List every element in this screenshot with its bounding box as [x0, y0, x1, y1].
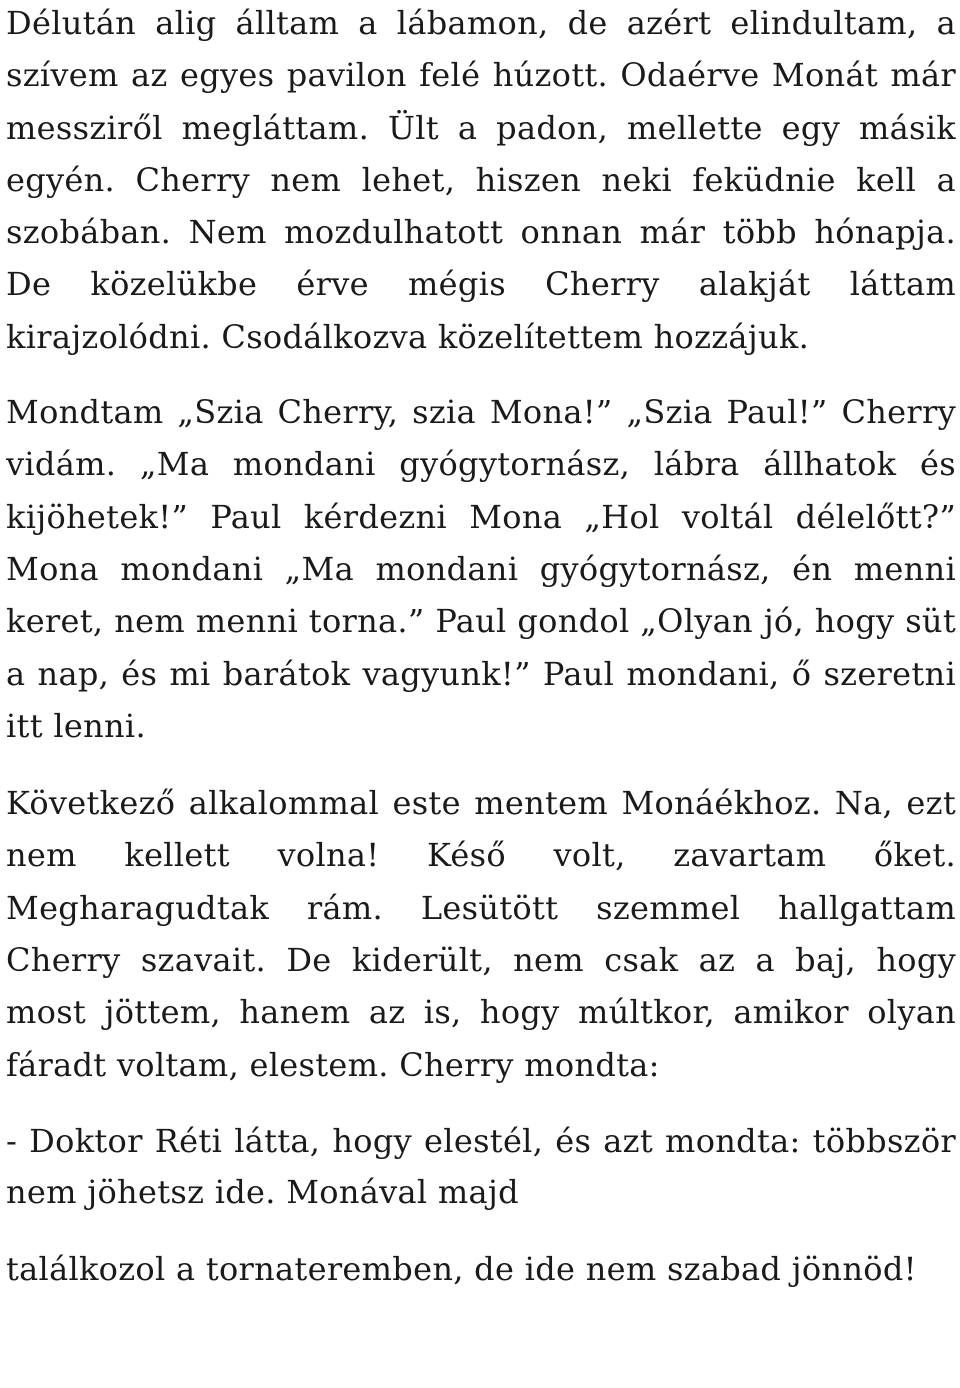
paragraph-1: Délután alig álltam a lábamon, de azért elindultam, a szívem az egyes pavilon felé húzott. Odaérve Monát már messziről megláttam. Ült a padon, mellette egy másik egyén. Cherry nem lehet, hiszen neki feküdnie kell a szobában. Nem mozdulhatott onnan már több hónapja. De közelükbe érve mégis Cherry alakját láttam kirajzolódni. Csodálkozva közelítettem hozzájuk.: [6, 4, 956, 356]
document-page: [6, 0, 956, 1295]
paragraph-3: Következő alkalommal este mentem Monáékhoz. Na, ezt nem kellett volna! Késő volt, zavartam őket. Megharagudtak rám. Lesütött szemmel hallgattam Cherry szavait. De kiderült, nem csak az a baj, hogy most jöttem, hanem az is, hogy múltkor, amikor olyan fáradt voltam, elestem. Cherry mondta:: [6, 784, 956, 1084]
paragraph-5: találkozol a tornateremben, de ide nem szabad jönnöd!: [6, 1249, 917, 1288]
paragraph-4: - Doktor Réti látta, hogy elestél, és azt mondta: többször nem jöhetsz ide. Monával majd: [6, 1121, 956, 1211]
paragraph-2: Mondtam „Szia Cherry, szia Mona!” „Szia Paul!” Cherry vidám. „Ma mondani gyógytornász, lábra állhatok és kijöhetek!” Paul kérdezni Mona „Hol voltál délelőtt?” Mona mondani „Ma mondani gyógytornász, én menni keret, nem menni torna.” Paul gondol „Olyan jó, hogy süt a nap, és mi barátok vagyunk!” Paul mondani, ő szeretni itt lenni.: [6, 393, 956, 745]
